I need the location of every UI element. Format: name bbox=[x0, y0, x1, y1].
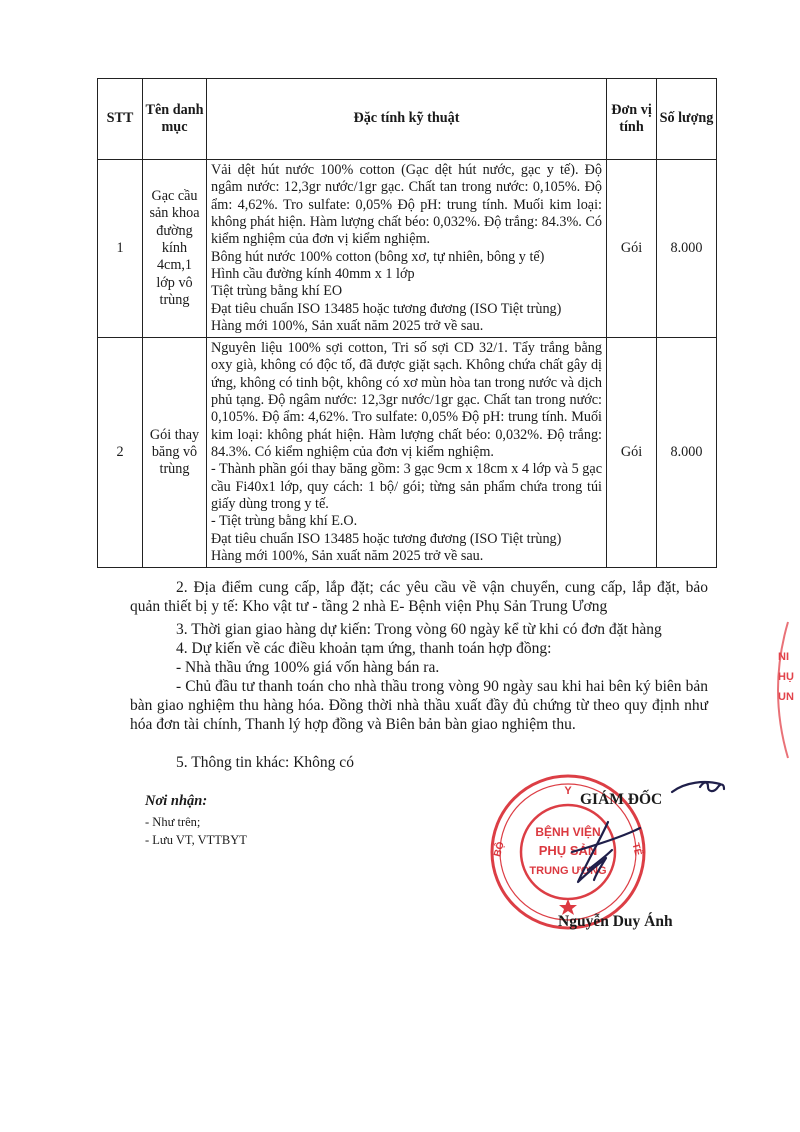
paragraph-text: 2. Địa điểm cung cấp, lắp đặt; các yêu cầu về vận chuyển, cung cấp, lắp đặt, bảo quản thiết bị y tế: Kho vật tư - tầng 2 nhà E- Bệnh viện Phụ Sản Trung Ương bbox=[130, 579, 708, 615]
spec-line: Nguyên liệu 100% sợi cotton, Tri số sợi CD 32/1. Tẩy trắng bằng oxy già, không có độc tố, đã được giặt sạch. Không chứa chất gây dị ứng, không có tinh bột, không có xơ mùn hòa tan trong nước và dịch phủ tạng. Độ ngâm nước: 12,3gr nước/1gr gạc. Chất tan trong nước: 0,105%. Độ ẩm: 4,62%. Tro sulfate: 0,05% Độ pH: trung tính. Muối kim loại: không phát hiện. Hàm lượng chất béo: 0,032%. Độ trắng: 84.3%. Có kiểm nghiệm của đơn vị kiểm nghiệm. bbox=[211, 340, 602, 460]
paragraph-payment-terms bbox=[130, 639, 708, 658]
table-row bbox=[98, 160, 717, 338]
paragraph-delivery-time bbox=[130, 620, 708, 639]
row-unit: Gói bbox=[607, 160, 657, 338]
recipient-item: - Lưu VT, VTTBYT bbox=[145, 833, 247, 847]
paragraph-text: 4. Dự kiến về các điều khoản tạm ứng, thanh toán hợp đồng: bbox=[176, 640, 552, 657]
spec-line: - Thành phần gói thay băng gồm: 3 gạc 9cm x 18cm x 4 lớp và 5 gạc cầu Fi40x1 lớp, quy cách: 1 bộ/ gói; từng sản phẩm chứa trong túi giấy dùng trong y tế. bbox=[211, 461, 602, 512]
row-item-name: Gạc cầu sản khoa đường kính 4cm,1 lớp vô trùng bbox=[143, 160, 207, 338]
paragraph-text: - Nhà thầu ứng 100% giá vốn hàng bán ra. bbox=[176, 659, 440, 676]
spec-line: Hàng mới 100%, Sản xuất năm 2025 trở về sau. bbox=[211, 547, 484, 564]
stamp-right-text: TẾ bbox=[629, 841, 644, 857]
stamp-line: BỆNH VIỆN bbox=[535, 825, 601, 839]
spec-line: Bông hút nước 100% cotton (bông xơ, tự nhiên, bông y tế) bbox=[211, 248, 545, 265]
spec-line: Đạt tiêu chuẩn ISO 13485 hoặc tương đương (ISO Tiệt trùng) bbox=[211, 300, 562, 317]
spec-line: Hình cầu đường kính 40mm x 1 lớp bbox=[211, 265, 415, 282]
row-stt: 2 bbox=[98, 338, 143, 568]
paragraph-text: 3. Thời gian giao hàng dự kiến: Trong vòng 60 ngày kể từ khi có đơn đặt hàng bbox=[176, 621, 662, 638]
spec-line: Tiệt trùng bằng khí EO bbox=[211, 283, 343, 300]
edge-stamp-text: UN bbox=[778, 691, 794, 703]
row-item-name: Gói thay băng vô trùng bbox=[143, 338, 207, 568]
spec-line: Hàng mới 100%, Sản xuất năm 2025 trở về sau. bbox=[211, 317, 484, 334]
stamp-line: PHỤ SẢN bbox=[538, 843, 598, 858]
recipient-item: - Như trên; bbox=[145, 815, 201, 829]
header-item-name: Tên danh mục bbox=[143, 79, 207, 160]
paragraph-text: - Chủ đầu tư thanh toán cho nhà thầu trong vòng 90 ngày sau khi hai bên ký biên bản bàn giao nghiệm thu hàng hóa. Đồng thời nhà thầu xuất đầy đủ chứng từ theo quy định như hóa đơn tài chính, Thanh lý hợp đồng và Biên bản bàn giao nghiệm thu. bbox=[130, 678, 708, 733]
header-stt: STT bbox=[98, 79, 143, 160]
header-technical-spec: Đặc tính kỹ thuật bbox=[207, 79, 607, 160]
edge-stamp-fragment bbox=[758, 620, 800, 760]
recipients-title: Nơi nhận: bbox=[145, 793, 208, 809]
spec-line: Vải dệt hút nước 100% cotton (Gạc dệt hút nước, gạc y tế). Độ ngâm nước: 12,3gr nước/1gr gạc. Chất tan trong nước: 0,105%. Độ ẩm: 4,62%. Tro sulfate: 0,05% Độ pH: trung tính. Muối kim loại: không phát hiện. Hàm lượng chất béo: 0,032%. Độ trắng: 84.3%. Có kiểm nghiệm của đơn vị kiểm nghiệm. bbox=[211, 162, 602, 248]
signer-name: Nguyễn Duy Ánh bbox=[558, 913, 673, 930]
stamp-top-text: Y bbox=[564, 785, 572, 797]
row-quantity: 8.000 bbox=[657, 338, 717, 568]
handwritten-signature bbox=[560, 770, 750, 895]
edge-stamp-text: NI bbox=[778, 651, 789, 663]
header-quantity: Số lượng bbox=[657, 79, 717, 160]
row-stt: 1 bbox=[98, 160, 143, 338]
technical-spec-table bbox=[97, 78, 717, 568]
row-technical-spec bbox=[207, 160, 607, 338]
paragraph-text: 5. Thông tin khác: Không có bbox=[176, 754, 354, 771]
spec-line: - Tiệt trùng bằng khí E.O. bbox=[211, 513, 358, 530]
row-quantity: 8.000 bbox=[657, 160, 717, 338]
signer-title: GIÁM ĐỐC bbox=[580, 791, 663, 808]
table-header-row bbox=[98, 79, 717, 160]
spec-line: Đạt tiêu chuẩn ISO 13485 hoặc tương đương (ISO Tiệt trùng) bbox=[211, 530, 562, 547]
edge-stamp-text: HỤ bbox=[778, 671, 794, 683]
paragraph-advance-payment bbox=[130, 658, 708, 677]
row-technical-spec bbox=[207, 338, 607, 568]
stamp-left-text: BỘ bbox=[492, 840, 507, 859]
table-row bbox=[98, 338, 717, 568]
header-unit: Đơn vị tính bbox=[607, 79, 657, 160]
paragraph-payment-schedule bbox=[130, 677, 708, 734]
paragraph-delivery-location bbox=[130, 578, 708, 616]
row-unit: Gói bbox=[607, 338, 657, 568]
stamp-line: TRUNG ƯƠNG bbox=[529, 865, 607, 877]
